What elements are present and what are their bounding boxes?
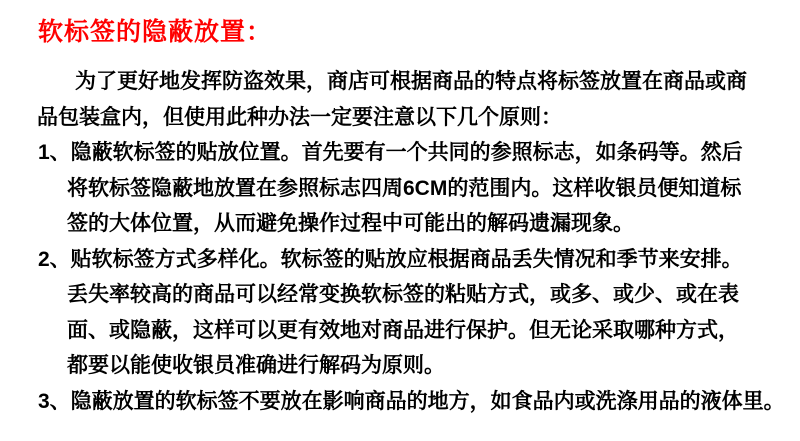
text-line: 签的大体位置，从而避免操作过程中可能出的解码遗漏现象。 [67, 212, 634, 235]
text-line: 都要以能使收银员准确进行解码为原则。 [67, 354, 445, 377]
body-text [0, 64, 800, 419]
page-title: 软标签的隐蔽放置： [38, 18, 273, 46]
text-line: 2、贴软标签方式多样化。软标签的贴放应根据商品丢失情况和季节来安排。 [38, 247, 743, 271]
text-line: 面、或隐蔽，这样可以更有效地对商品进行保护。但无论采取哪种方式， [67, 318, 739, 342]
text-line: 将软标签隐蔽地放置在参照标志四周6CM的范围内。这样收银员便知道标 [67, 176, 742, 200]
text-line: 1、隐蔽软标签的贴放位置。首先要有一个共同的参照标志，如条码等。然后 [38, 141, 743, 164]
text-line: 品包装盒内，但使用此种办法一定要注意以下几个原则： [37, 105, 562, 129]
text-line: 丢失率较高的商品可以经常变换软标签的粘贴方式，或多、或少、或在表 [67, 283, 739, 306]
text-line: 3、隐蔽放置的软标签不要放在影响商品的地方，如食品内或洗涤用品的液体里。 [38, 389, 785, 413]
text-line: 为了更好地发挥防盗效果，商店可根据商品的特点将标签放置在商品或商 [75, 70, 747, 93]
